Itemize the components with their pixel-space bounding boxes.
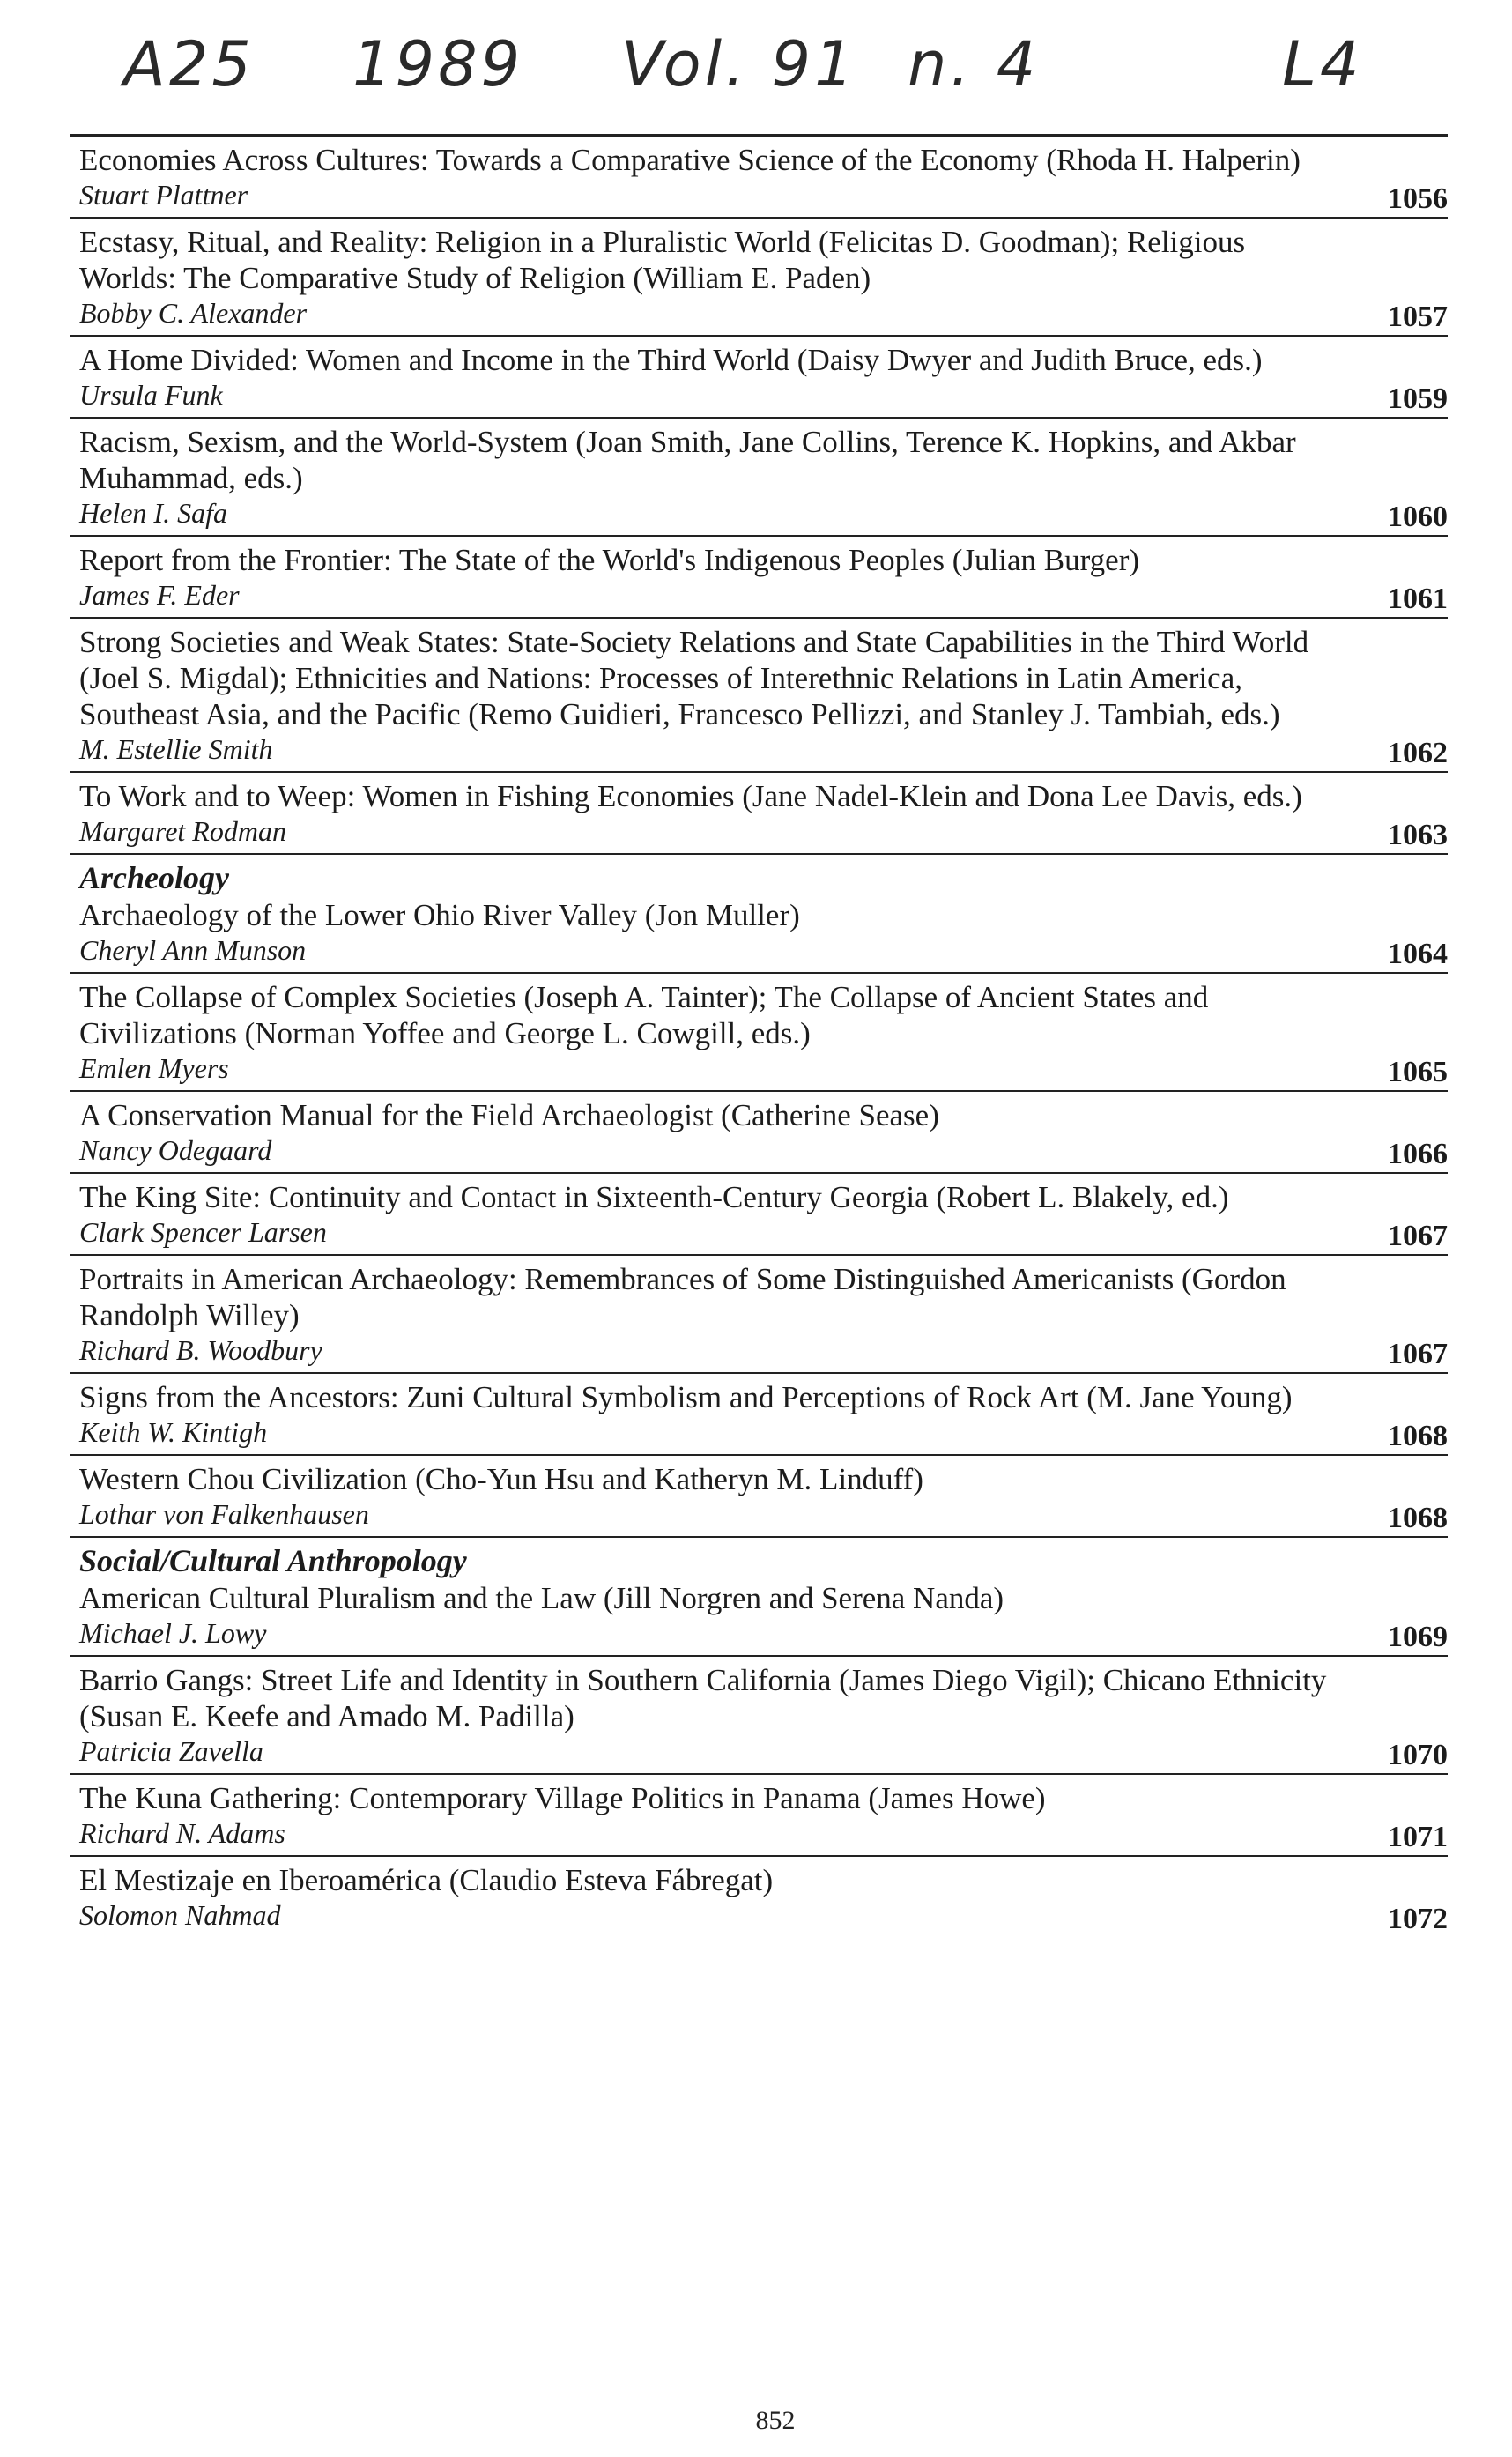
reviewer-name: James F. Eder xyxy=(79,579,240,611)
reviewer-name: Cheryl Ann Munson xyxy=(79,934,307,966)
page-number: 1070 xyxy=(1388,1739,1448,1771)
review-entry xyxy=(70,1773,1448,1855)
annotation-year: 1989 xyxy=(352,28,524,100)
reviewer-name: Richard N. Adams xyxy=(79,1817,285,1849)
reviewer-name: Ursula Funk xyxy=(79,379,223,411)
book-title: Strong Societies and Weak States: State-Society Relations and State Capabilities in the Third World (Joel S. Migdal); Ethnicities and Nations: Processes of Interethnic Relations in Latin America, Southeast Asia, and the Pacific (Remo Guidieri, Francesco Pellizzi, and Stanley J. Tambiah, eds.) xyxy=(79,625,1309,731)
review-list xyxy=(70,134,1448,1937)
page-number: 1061 xyxy=(1388,583,1448,615)
book-title: Portraits in American Archaeology: Remembrances of Some Distinguished Americanists (Gordon Randolph Willey) xyxy=(79,1262,1286,1332)
reviewer-name: Emlen Myers xyxy=(79,1052,229,1084)
reviewer-name: Richard B. Woodbury xyxy=(79,1334,322,1366)
review-entry xyxy=(70,535,1448,617)
section-heading: Archeology xyxy=(79,860,229,895)
annotation-journal-code: A25 xyxy=(123,28,255,100)
page-number: 1064 xyxy=(1388,938,1448,970)
reviewer-name: Stuart Plattner xyxy=(79,179,248,211)
page-number: 1056 xyxy=(1388,182,1448,215)
book-title: American Cultural Pluralism and the Law (Jill Norgren and Serena Nanda) xyxy=(79,1581,1004,1615)
review-entry xyxy=(70,1655,1448,1773)
review-entry xyxy=(70,335,1448,417)
book-title: To Work and to Weep: Women in Fishing Economies (Jane Nadel-Klein and Dona Lee Davis, eds.) xyxy=(79,779,1302,813)
book-title: Racism, Sexism, and the World-System (Joan Smith, Jane Collins, Terence K. Hopkins, and Akbar Muhammad, eds.) xyxy=(79,425,1296,495)
reviewer-name: Nancy Odegaard xyxy=(79,1134,272,1166)
book-title: The Collapse of Complex Societies (Joseph A. Tainter); The Collapse of Ancient States and Civilizations (Norman Yoffee and George L. Cowgill, eds.) xyxy=(79,980,1209,1050)
page-number: 1057 xyxy=(1388,301,1448,333)
page-number: 1068 xyxy=(1388,1502,1448,1534)
page-number: 1072 xyxy=(1388,1903,1448,1935)
reviewer-name: Patricia Zavella xyxy=(79,1735,263,1767)
review-entry xyxy=(70,1254,1448,1372)
page-number: 1071 xyxy=(1388,1821,1448,1853)
reviewer-name: Margaret Rodman xyxy=(79,815,286,847)
annotation-code: L4 xyxy=(1282,28,1363,100)
book-title: El Mestizaje en Iberoamérica (Claudio Esteva Fábregat) xyxy=(79,1863,774,1897)
review-entry xyxy=(70,1090,1448,1172)
book-title: Economies Across Cultures: Towards a Comparative Science of the Economy (Rhoda H. Halperin) xyxy=(79,143,1301,177)
annotation-number: n. 4 xyxy=(908,28,1040,100)
book-title: A Home Divided: Women and Income in the Third World (Daisy Dwyer and Judith Bruce, eds.) xyxy=(79,343,1263,377)
page-number: 1068 xyxy=(1388,1420,1448,1452)
book-title: Signs from the Ancestors: Zuni Cultural Symbolism and Perceptions of Rock Art (M. Jane Young) xyxy=(79,1380,1293,1414)
page-number: 1059 xyxy=(1388,382,1448,415)
review-entry xyxy=(70,617,1448,771)
reviewer-name: Keith W. Kintigh xyxy=(79,1416,268,1448)
review-entry xyxy=(70,1172,1448,1254)
book-title: Western Chou Civilization (Cho-Yun Hsu and Katheryn M. Linduff) xyxy=(79,1462,923,1496)
review-entry xyxy=(70,1372,1448,1454)
book-title: Ecstasy, Ritual, and Reality: Religion in a Pluralistic World (Felicitas D. Goodman); Religious Worlds: The Comparative Study of Religion (William E. Paden) xyxy=(79,225,1246,295)
page-number: 1067 xyxy=(1388,1338,1448,1370)
review-entry xyxy=(70,1536,1448,1655)
review-entry xyxy=(70,134,1448,217)
page-number: 1066 xyxy=(1388,1138,1448,1170)
reviewer-name: Helen I. Safa xyxy=(79,497,227,529)
book-title: The King Site: Continuity and Contact in Sixteenth-Century Georgia (Robert L. Blakely, ed.) xyxy=(79,1180,1229,1214)
book-title: Archaeology of the Lower Ohio River Valley (Jon Muller) xyxy=(79,898,800,932)
reviewer-name: M. Estellie Smith xyxy=(79,733,273,765)
review-entry xyxy=(70,217,1448,335)
page-number: 1060 xyxy=(1388,501,1448,533)
book-title: Report from the Frontier: The State of the World's Indigenous Peoples (Julian Burger) xyxy=(79,543,1140,577)
reviewer-name: Lothar von Falkenhausen xyxy=(79,1498,369,1530)
page-number: 1062 xyxy=(1388,737,1448,769)
reviewer-name: Michael J. Lowy xyxy=(79,1617,267,1649)
book-title: Barrio Gangs: Street Life and Identity in Southern California (James Diego Vigil); Chicano Ethnicity (Susan E. Keefe and Amado M. Padilla) xyxy=(79,1663,1327,1733)
page-folio: 852 xyxy=(755,2406,796,2435)
section-heading: Social/Cultural Anthropology xyxy=(79,1543,467,1578)
reviewer-name: Solomon Nahmad xyxy=(79,1899,281,1931)
book-title: A Conservation Manual for the Field Archaeologist (Catherine Sease) xyxy=(79,1098,939,1132)
review-entry xyxy=(70,853,1448,972)
review-entry xyxy=(70,771,1448,853)
annotation-volume: Vol. 91 xyxy=(621,28,857,100)
reviewer-name: Bobby C. Alexander xyxy=(79,297,308,329)
page-number: 1067 xyxy=(1388,1220,1448,1252)
handwritten-annotation xyxy=(123,19,1427,125)
page-number: 1065 xyxy=(1388,1056,1448,1088)
review-entry xyxy=(70,1454,1448,1536)
review-entry xyxy=(70,1855,1448,1937)
page-number: 1063 xyxy=(1388,819,1448,851)
review-entry xyxy=(70,972,1448,1090)
reviewer-name: Clark Spencer Larsen xyxy=(79,1216,327,1248)
review-entry xyxy=(70,417,1448,535)
book-title: The Kuna Gathering: Contemporary Village Politics in Panama (James Howe) xyxy=(79,1781,1046,1815)
page-number: 1069 xyxy=(1388,1621,1448,1653)
